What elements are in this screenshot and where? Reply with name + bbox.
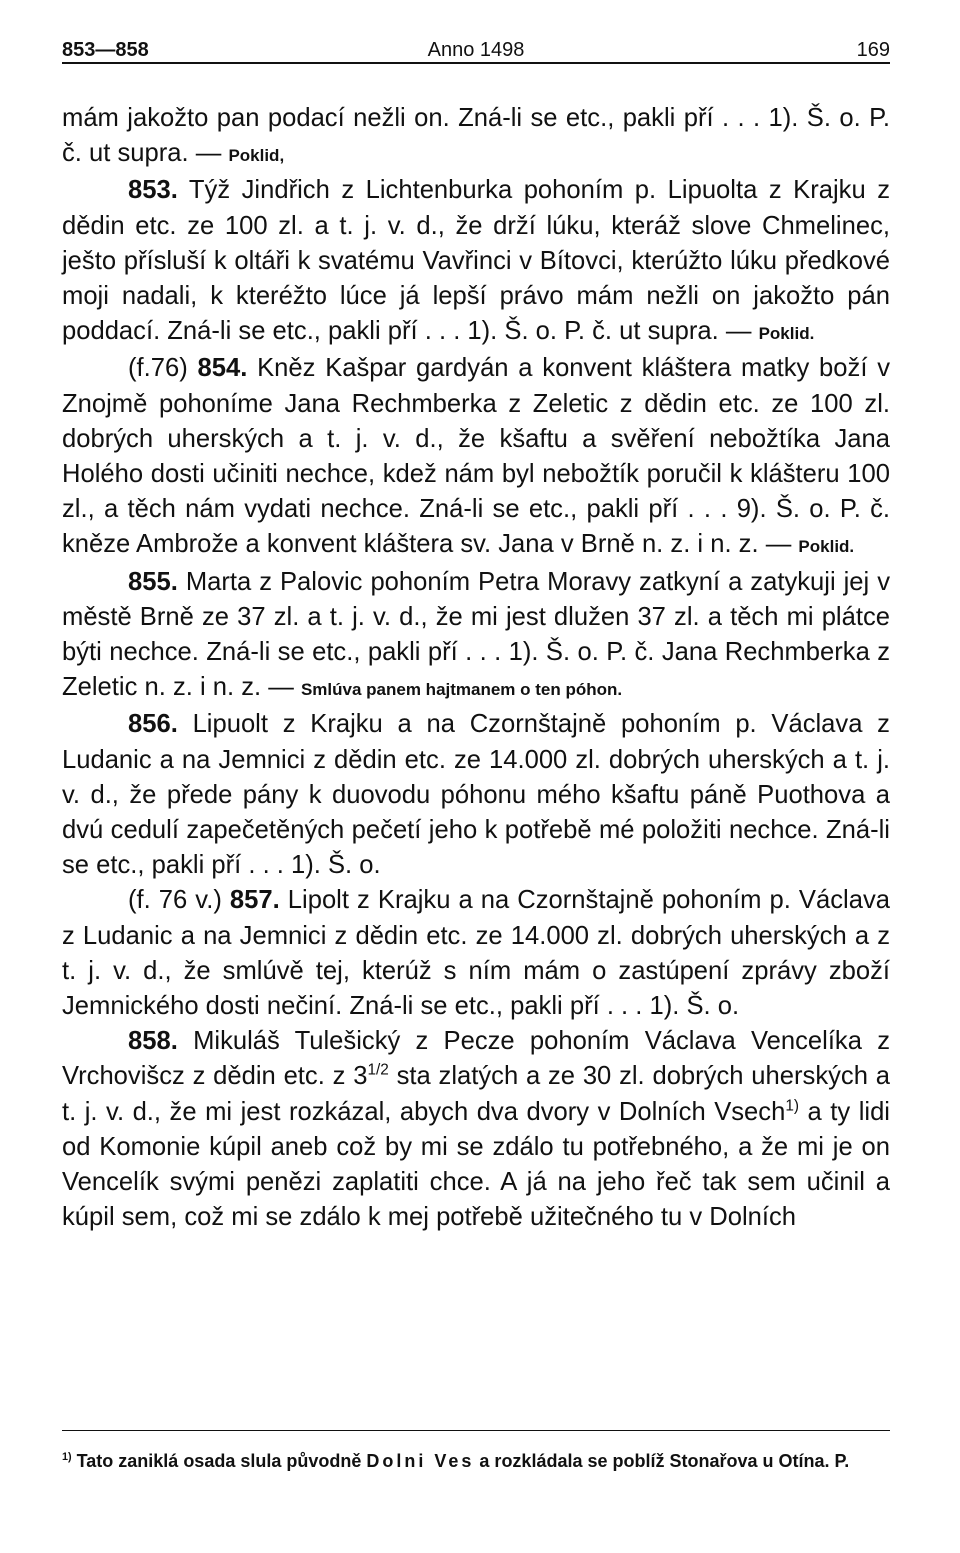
entry-text: Lipolt z Krajku a na Czornštajně pohoním p. Václava z Ludanic a na Jemnici z dědin etc. ze 14.000 zl. dobrých uherských a z t. j. v. d., že smlúvě tej, kterúž s ním mám o zastúpení zprávy zboží Jemnického dosti nečiní. Zná-li se etc., pakli pří . . . 1). Š. o. bbox=[62, 886, 890, 1021]
footnote bbox=[62, 1448, 890, 1474]
verdict-note: Poklid, bbox=[228, 146, 285, 166]
paragraph-continuation bbox=[62, 101, 890, 173]
running-title: Anno 1498 bbox=[427, 39, 525, 61]
footnote-text: Tato zaniklá osada slula původně bbox=[76, 1451, 362, 1471]
page-number: 169 bbox=[856, 39, 890, 61]
verdict-note: Poklid. bbox=[798, 537, 855, 557]
verdict-note: Poklid. bbox=[758, 324, 815, 344]
entry-text: Mikuláš Tulešický z Pecze pohoním Václava Vencelíka z Vrchovišcz z dědin etc. z 3 bbox=[62, 1027, 890, 1091]
paragraph-text: mám jakožto pan podací nežli on. Zná-li se etc., pakli pří . . . 1). Š. o. P. č. ut supra. — bbox=[62, 104, 890, 168]
entry-text-continued: sta zlatých a ze 30 zl. dobrých uherských a t. j. v. d., že mi jest rozkázal, abych dva dvory v Dolních Vsech bbox=[62, 1062, 890, 1126]
footnote-mark: 1) bbox=[62, 1451, 72, 1463]
entry-855 bbox=[62, 565, 890, 708]
entry-number: 853. bbox=[128, 176, 178, 205]
entry-text: Marta z Palovic pohoním Petra Moravy zatkyní a zatykuji jej v městě Brně ze 37 zl. a t. j. v. d., že mi jest dlužen 37 zl. a těch mi plátce býti nechce. Zná-li se etc., pakli pří . . . 1). Š. o. P. č. Jana Rechmberka z Zeletic n. z. i n. z. — bbox=[62, 567, 890, 702]
entry-856 bbox=[62, 707, 890, 883]
entry-number: 854. bbox=[197, 354, 248, 383]
entry-858 bbox=[62, 1024, 890, 1235]
entry-text: Týž Jindřich z Lichtenburka pohoním p. Lipuolta z Krajku z dědin etc. ze 100 zl. a t. j. v. d., že drží lúku, kteráž slove Chmelinec, ješto přísluší k oltáři k svatému Vavřinci v Bítovci, kterúžto lúku předkové moji nadali, k kteréžto lúce já lepší právo mám nežli on jakožto pán poddací. Zná-li se etc., pakli pří . . . 1). Š. o. P. č. ut supra. — bbox=[62, 176, 890, 346]
footnote-spaced-term: Dolni Ves bbox=[366, 1451, 475, 1471]
footnote-text-continued: a rozkládala se poblíž Stonařova u Otína. P. bbox=[479, 1451, 850, 1471]
entry-number: 856. bbox=[128, 710, 178, 739]
entry-857 bbox=[62, 883, 890, 1024]
entry-text: Kněz Kašpar gardyán a konvent kláštera matky boží v Znojmě pohoníme Jana Rechmberka z Zeletic z dědin etc. ze 100 zl. dobrých uherských a t. j. v. d., že kšaftu a svěření nebožtíka Jana Holého dosti učiniti nechce, kdež nám byl nebožtík poručil k klášteru 100 zl., a těch nám vydati nechce. Zná-li se etc., pakli pří . . . 9). Š. o. P. č. kněze Ambrože a konvent kláštera sv. Jana v Brně n. z. i n. z. — bbox=[62, 354, 890, 559]
fraction: 1/2 bbox=[367, 1061, 389, 1079]
entry-range: 853—858 bbox=[62, 39, 149, 61]
entry-number: 858. bbox=[128, 1027, 178, 1056]
verdict-note: Smlúva panem hajtmanem o ten póhon. bbox=[300, 680, 623, 700]
entry-854 bbox=[62, 351, 890, 564]
page-content bbox=[62, 36, 890, 1236]
entry-number: 855. bbox=[128, 567, 178, 596]
entry-853 bbox=[62, 173, 890, 351]
running-head bbox=[62, 36, 890, 64]
footnote-divider bbox=[62, 1430, 890, 1431]
body-text bbox=[62, 101, 890, 1236]
entry-text-continued: a ty lidi od Komonie kúpil aneb což by mi se zdálo tu potřebného, a že mi je on Vencelík svými penězi zaplatiti chce. A já na jeho řeč tak sem učinil a kúpil sem, což mi se zdálo k mej potřebě užitečného tu v Dolních bbox=[62, 1097, 890, 1232]
entry-text: Lipuolt z Krajku a na Czornštajně pohoním p. Václava z Ludanic a na Jemnici z dědin etc. ze 14.000 zl. dobrých uherských a t. j. v. d., že přede pány k duovodu póhonu mého kšaftu páně Puothova a dvú cedulí zapečetěných pečetí jeho k potřebě mé položiti nechce. Zná-li se etc., pakli pří . . . 1). Š. o. bbox=[62, 710, 890, 880]
folio-marker: (f. 76 v.) bbox=[128, 886, 222, 915]
footnote-reference[interactable]: 1) bbox=[785, 1097, 799, 1115]
folio-marker: (f.76) bbox=[128, 354, 188, 383]
entry-number: 857. bbox=[229, 886, 280, 915]
